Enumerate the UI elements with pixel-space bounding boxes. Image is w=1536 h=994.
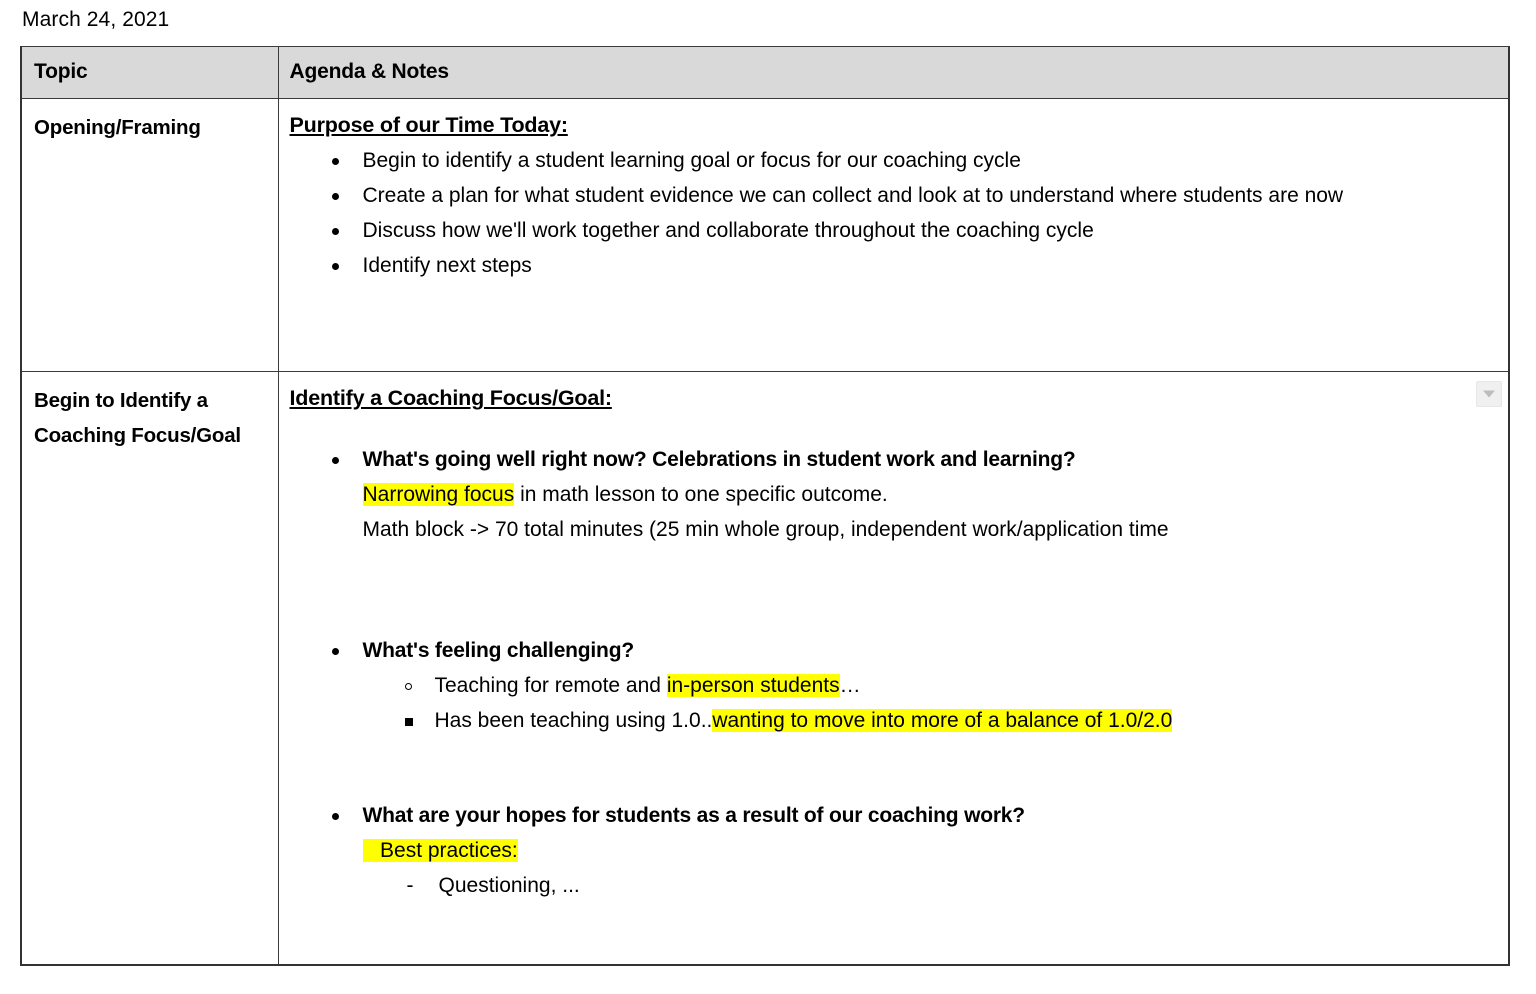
question-prompt: What are your hopes for students as a result of our coaching work? [362, 804, 1025, 827]
sub-text: Has been teaching using 1.0.. [434, 709, 713, 732]
table-header-row [21, 47, 1509, 99]
chevron-down-icon[interactable] [1476, 381, 1502, 407]
highlighted-label: Best practices: [380, 839, 518, 862]
question-prompt: What's going well right now? Celebrations in student work and learning? [362, 448, 1076, 471]
chevron-down-glyph [1483, 391, 1495, 398]
highlighted-text: Narrowing focus [362, 483, 515, 506]
question-prompt: What's feeling challenging? [362, 639, 634, 662]
notes-content [279, 372, 1509, 913]
notes-cell-opening-framing [278, 99, 1509, 372]
topic-cell-coaching-focus [21, 372, 278, 966]
list-item [287, 798, 1501, 833]
list-item: Begin to identify a student learning goal or focus for our coaching cycle [287, 143, 1501, 178]
document-date: March 24, 2021 [22, 8, 170, 31]
spacer [287, 416, 1501, 442]
coaching-question-list [287, 442, 1501, 903]
sub-text-tail: … [839, 674, 861, 697]
list-item [287, 442, 1501, 477]
list-item-answer [287, 477, 1501, 512]
list-item-answer [287, 833, 1501, 868]
table-row [21, 99, 1509, 372]
topic-label: Opening/Framing [34, 116, 201, 139]
notes-content [279, 99, 1509, 293]
agenda-table [20, 46, 1510, 966]
spacer [287, 547, 1501, 633]
highlighted-text: in-person students [666, 674, 840, 697]
list-item-wrapper [287, 668, 1501, 738]
table-row [21, 372, 1509, 966]
answer-text: Math block -> 70 total minutes (25 min whole group, independent work/application time [362, 518, 1169, 541]
topic-label: Begin to Identify a Coaching Focus/Goal [34, 389, 241, 447]
highlighted-text [363, 839, 518, 862]
dash-list-item: - Questioning, ... [363, 868, 1501, 903]
list-item [287, 633, 1501, 668]
column-header-notes-label: Agenda & Notes [289, 60, 449, 83]
topic-cell-opening-framing [21, 99, 278, 372]
sub-list-item [363, 668, 1501, 703]
sub-sub-list-item [363, 703, 1501, 738]
section-heading-identify-focus: Identify a Coaching Focus/Goal: [289, 386, 612, 410]
highlighted-text: wanting to move into more of a balance of 1.0/2.0 [712, 709, 1173, 732]
section-heading-purpose: Purpose of our Time Today: [289, 113, 568, 137]
spacer [287, 738, 1501, 798]
list-item: Create a plan for what student evidence we can collect and look at to understand where students are now [287, 178, 1501, 213]
list-item-answer [287, 512, 1501, 547]
purpose-bullet-list [287, 143, 1501, 283]
list-item: Discuss how we'll work together and collaborate throughout the coaching cycle [287, 213, 1501, 248]
column-header-topic-label: Topic [34, 60, 88, 83]
column-header-notes [278, 47, 1509, 99]
column-header-topic [21, 47, 278, 99]
sub-text: Teaching for remote and [434, 674, 667, 697]
notes-cell-coaching-focus [278, 372, 1509, 966]
list-item-wrapper [287, 868, 1501, 903]
answer-text: in math lesson to one specific outcome. [514, 483, 888, 506]
list-item: Identify next steps [287, 248, 1501, 283]
